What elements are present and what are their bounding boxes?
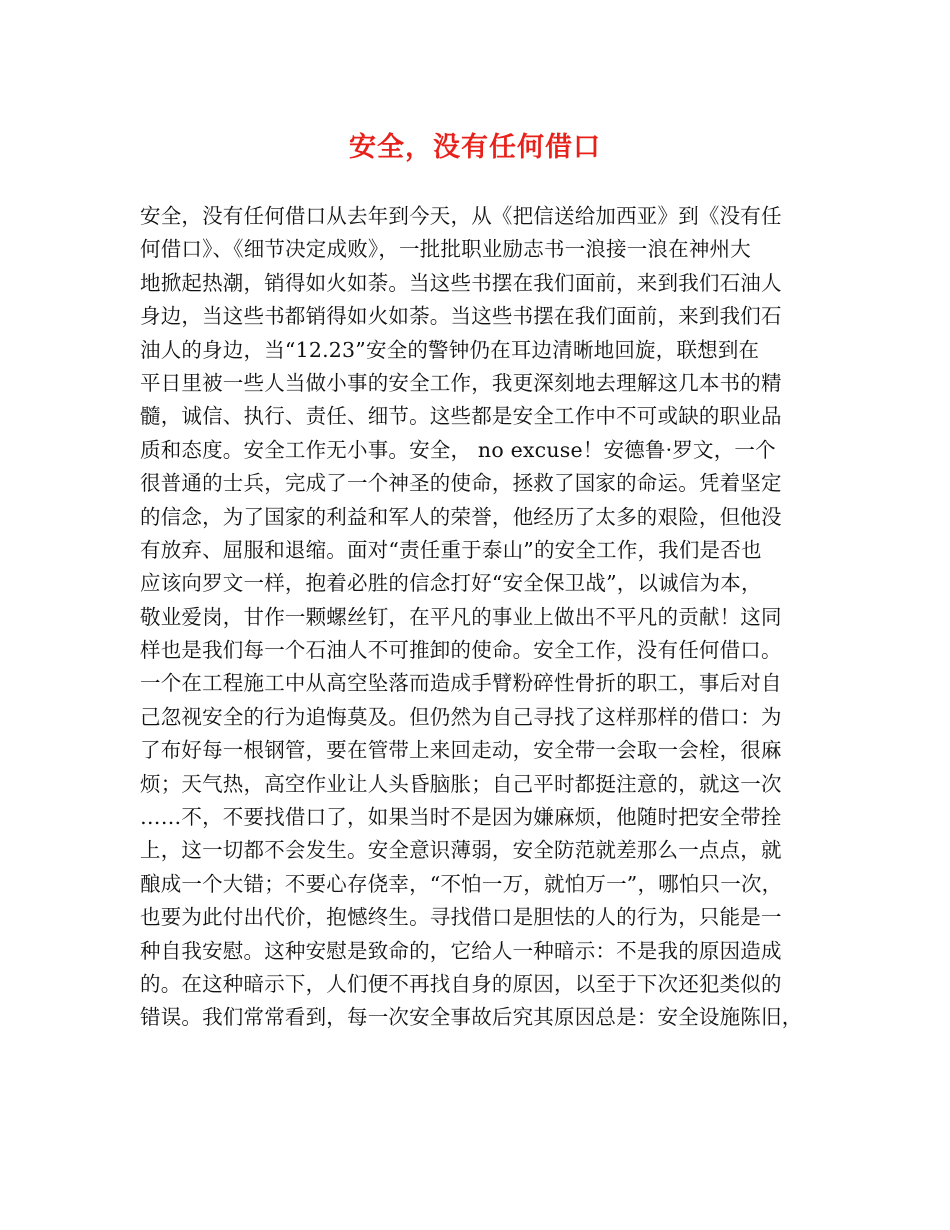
text-line: 质和态度。安全工作无小事。安全， no excuse！安德鲁·罗文，一个 [140, 437, 776, 462]
text-line: 错误。我们常常看到，每一次安全事故后究其原因总是：安全设施陈旧， [140, 1005, 803, 1030]
text-line: 酿成一个大错；不要心存侥幸，“不怕一万，就怕万一”，哪怕只一次， [140, 871, 783, 896]
text-line: 的信念，为了国家的利益和军人的荣誉，他经历了太多的艰险，但他没 [140, 504, 782, 529]
text-line: 地掀起热潮，销得如火如荼。当这些书摆在我们面前，来到我们石油人 [140, 270, 782, 295]
text-line: 种自我安慰。这种安慰是致命的，它给人一种暗示：不是我的原因造成 [140, 938, 782, 963]
text-line: 了布好每一根钢管，要在管带上来回走动，安全带一会取一会栓，很麻 [140, 738, 782, 763]
text-line: 一个在工程施工中从高空坠落而造成手臂粉碎性骨折的职工，事后对自 [140, 671, 782, 696]
text-line: 有放弃、屈服和退缩。面对“责任重于泰山”的安全工作，我们是否也 [140, 537, 762, 562]
text-line: 安全，没有任何借口从去年到今天，从《把信送给加西亚》到《没有任 [140, 204, 782, 228]
text-line: 身边，当这些书都销得如火如荼。当这些书摆在我们面前，来到我们石 [140, 304, 782, 329]
text-line: 油人的身边，当“12.23”安全的警钟仍在耳边清晰地回旋，联想到在 [140, 337, 760, 362]
text-line: ……不，不要找借口了，如果当时不是因为嫌麻烦，他随时把安全带拴 [140, 805, 782, 830]
text-line: 平日里被一些人当做小事的安全工作，我更深刻地去理解这几本书的精 [140, 370, 782, 395]
text-line: 髓，诚信、执行、责任、细节。这些都是安全工作中不可或缺的职业品 [140, 404, 782, 429]
text-line: 烦；天气热，高空作业让人头昏脑胀；自己平时都挺注意的，就这一次 [140, 771, 782, 796]
text-line: 上，这一切都不会发生。安全意识薄弱，安全防范就差那么一点点，就 [140, 838, 782, 863]
text-line: 敬业爱岗，甘作一颗螺丝钉，在平凡的事业上做出不平凡的贡献！这同 [140, 604, 782, 629]
document-title: 安全，没有任何借口 [349, 132, 601, 163]
text-line: 应该向罗文一样，抱着必胜的信念打好“安全保卫战”，以诚信为本， [140, 571, 762, 596]
document-body [140, 200, 816, 1035]
text-line: 很普通的士兵，完成了一个神圣的使命，拯救了国家的命运。凭着坚定 [140, 471, 782, 496]
text-line: 样也是我们每一个石油人不可推卸的使命。安全工作，没有任何借口。 [140, 638, 782, 663]
text-line: 己忽视安全的行为追悔莫及。但仍然为自己寻找了这样那样的借口：为 [140, 704, 782, 729]
text-line: 的。在这种暗示下，人们便不再找自身的原因，以至于下次还犯类似的 [140, 971, 782, 996]
text-line: 也要为此付出代价，抱憾终生。寻找借口是胆怯的人的行为，只能是一 [140, 905, 782, 930]
text-line: 何借口》、《细节决定成败》，一批批职业励志书一浪接一浪在神州大 [140, 237, 751, 262]
